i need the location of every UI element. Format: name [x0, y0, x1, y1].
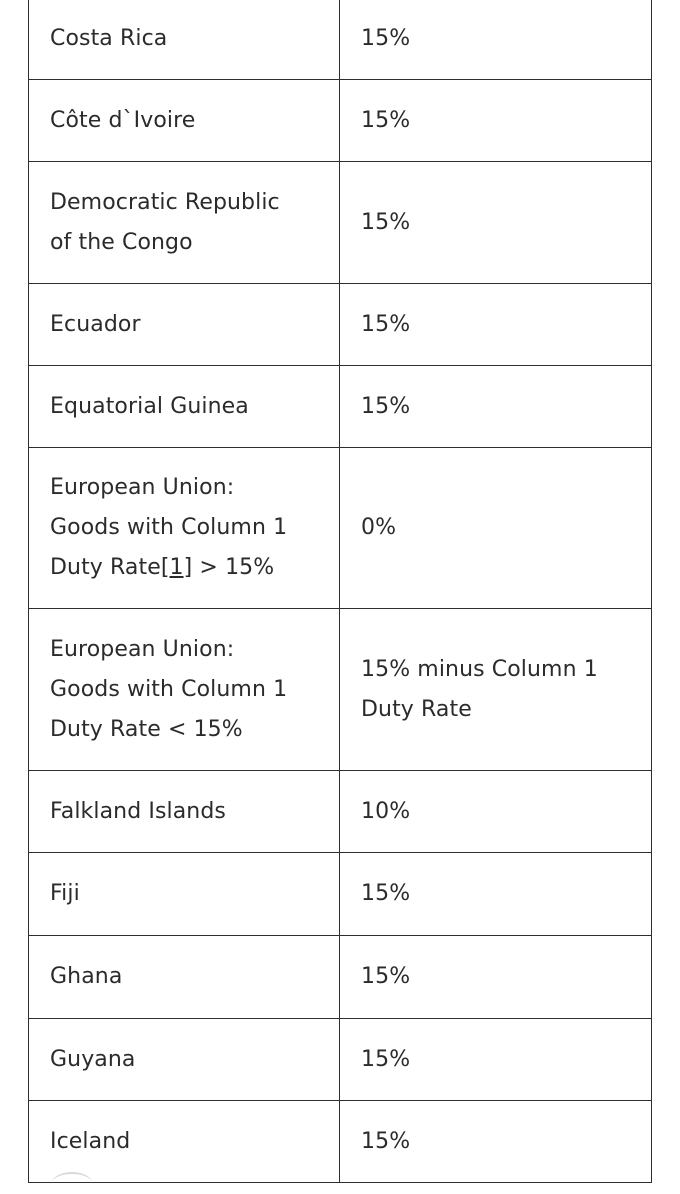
rate-cell — [340, 448, 651, 608]
country-name-suffix: > 15% — [192, 555, 275, 580]
table-row — [29, 1019, 651, 1101]
duty-rate: 15% minus Column 1 Duty Rate — [361, 656, 598, 722]
country-cell — [29, 609, 340, 770]
duty-rate: 15% — [361, 311, 411, 337]
table-row — [29, 162, 651, 284]
duty-rate: 0% — [361, 515, 397, 540]
duty-rate: 15% — [361, 1128, 411, 1154]
country-cell — [29, 1101, 340, 1182]
country-cell — [29, 771, 340, 852]
country-cell — [29, 366, 340, 447]
table-row — [29, 853, 651, 936]
rate-cell — [340, 771, 651, 852]
tariff-rate-table — [28, 0, 652, 1183]
country-name: Fiji — [50, 881, 80, 906]
duty-rate: 15% — [361, 393, 411, 419]
rate-cell — [340, 1101, 651, 1182]
country-name: Equatorial Guinea — [50, 393, 249, 419]
country-cell — [29, 80, 340, 161]
footnote-link[interactable]: [1] — [160, 555, 193, 580]
table-row — [29, 366, 651, 448]
country-cell — [29, 1019, 340, 1100]
table-row — [29, 0, 651, 80]
rate-cell — [340, 853, 651, 935]
country-name: Falkland Islands — [50, 798, 226, 824]
table-row — [29, 448, 651, 609]
country-name — [50, 468, 287, 588]
country-name-text: European Union: Goods with Column 1 Duty Rate — [50, 475, 288, 580]
country-cell — [29, 448, 340, 608]
country-name: Côte d`Ivoire — [50, 107, 196, 133]
duty-rate: 15% — [361, 209, 411, 235]
country-cell — [29, 162, 340, 283]
country-name: Iceland — [50, 1128, 131, 1154]
rate-cell — [340, 609, 651, 770]
country-cell — [29, 853, 340, 935]
country-name: Costa Rica — [50, 25, 168, 51]
partial-overlay-edge — [52, 1172, 92, 1194]
table-row — [29, 936, 651, 1019]
rate-cell — [340, 936, 651, 1018]
rate-cell — [340, 1019, 651, 1100]
country-cell — [29, 0, 340, 79]
table-row — [29, 284, 651, 366]
duty-rate: 15% — [361, 1046, 411, 1072]
rate-cell — [340, 284, 651, 365]
duty-rate: 15% — [361, 25, 411, 51]
duty-rate: 15% — [361, 881, 411, 906]
country-name: Guyana — [50, 1046, 136, 1072]
duty-rate: 15% — [361, 964, 411, 989]
rate-cell — [340, 0, 651, 79]
country-name: Ecuador — [50, 311, 141, 337]
rate-cell — [340, 366, 651, 447]
table-row — [29, 80, 651, 162]
country-cell — [29, 284, 340, 365]
duty-rate: 10% — [361, 798, 411, 824]
rate-cell — [340, 80, 651, 161]
country-cell — [29, 936, 340, 1018]
country-name: European Union: Goods with Column 1 Duty Rate < 15% — [50, 636, 288, 742]
table-row — [29, 771, 651, 853]
country-name: Ghana — [50, 964, 123, 989]
table-row — [29, 609, 651, 771]
duty-rate: 15% — [361, 107, 411, 133]
rate-cell — [340, 162, 651, 283]
table-row — [29, 1101, 651, 1183]
country-name: Democratic Republic of the Congo — [50, 189, 280, 255]
